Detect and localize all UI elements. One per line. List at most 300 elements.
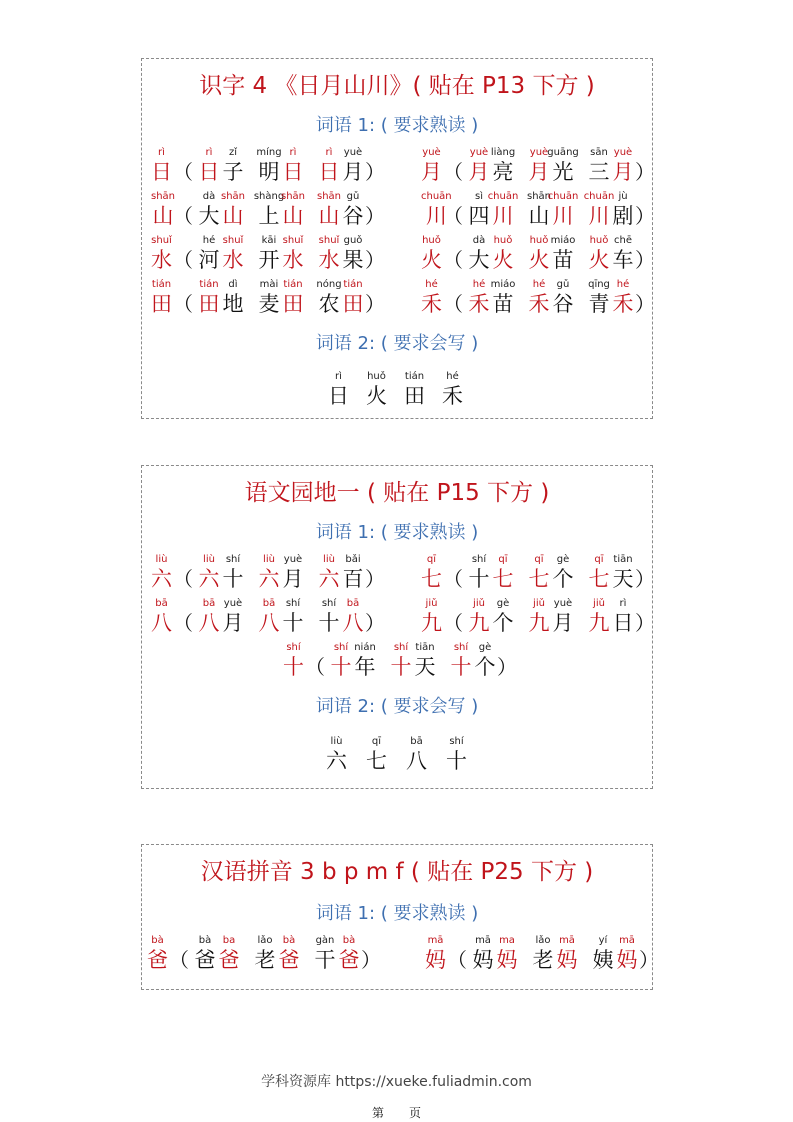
pinyin: qī xyxy=(426,554,437,565)
ruby-char xyxy=(151,279,172,317)
pinyin: bā xyxy=(346,598,360,609)
pinyin: bà xyxy=(282,935,296,946)
pinyin: hé xyxy=(472,279,486,290)
pinyin: yuè xyxy=(283,554,303,565)
hanzi: 日 xyxy=(198,160,220,184)
pinyin: liù xyxy=(155,554,168,565)
ruby-char xyxy=(151,235,172,273)
ruby-char xyxy=(221,235,245,273)
hanzi: 水 xyxy=(318,248,340,272)
pinyin: yuè xyxy=(553,598,573,609)
ruby-char xyxy=(221,279,245,317)
ruby-char xyxy=(587,554,611,592)
ruby-char xyxy=(257,147,281,185)
pinyin: shān xyxy=(527,191,552,202)
pinyin: shí xyxy=(286,642,301,653)
hanzi: 山 xyxy=(528,204,550,228)
hanzi: 年 xyxy=(354,655,376,679)
page-label-right: 页 xyxy=(409,1106,422,1120)
ruby-char xyxy=(281,147,305,185)
pinyin: gè xyxy=(556,554,570,565)
hanzi: 谷 xyxy=(552,292,574,316)
open-paren: （ xyxy=(443,611,463,635)
hanzi: 禾 xyxy=(468,292,490,316)
pinyin: gǔ xyxy=(346,191,360,202)
hanzi: 姨 xyxy=(592,948,614,972)
hanzi: 子 xyxy=(222,160,244,184)
ruby-char xyxy=(421,279,442,317)
pinyin: bā xyxy=(155,598,168,609)
pinyin: tián xyxy=(199,279,219,290)
ruby-char xyxy=(326,736,347,774)
pinyin: hé xyxy=(616,279,630,290)
hanzi: 大 xyxy=(198,204,220,228)
vocab-write-heading: 词语 2: ( 要求会写 ) xyxy=(315,696,479,717)
ruby-char xyxy=(281,554,305,592)
ruby-char xyxy=(587,279,611,317)
pinyin: qīng xyxy=(588,279,610,290)
pinyin: rì xyxy=(619,598,627,609)
hanzi: 亮 xyxy=(492,160,514,184)
pinyin: rì xyxy=(158,147,165,158)
hanzi: 个 xyxy=(492,611,514,635)
vocab-write-heading: 词语 2: ( 要求会写 ) xyxy=(315,333,479,354)
hanzi: 山 xyxy=(222,204,244,228)
ruby-char xyxy=(257,235,281,273)
ruby-char xyxy=(317,235,341,273)
hanzi: 老 xyxy=(532,948,554,972)
hanzi: 爸 xyxy=(194,948,216,972)
ruby-char xyxy=(615,935,639,973)
pinyin: qī xyxy=(498,554,508,565)
pinyin: tián xyxy=(343,279,363,290)
hanzi: 田 xyxy=(198,292,220,316)
hanzi: 妈 xyxy=(472,948,494,972)
hanzi: 六 xyxy=(318,567,340,591)
open-paren: （ xyxy=(305,655,325,679)
hanzi: 妈 xyxy=(425,948,446,972)
ruby-char xyxy=(425,935,446,973)
open-paren: （ xyxy=(173,248,193,272)
ruby-char xyxy=(253,935,277,973)
hanzi: 干 xyxy=(314,948,336,972)
hanzi: 月 xyxy=(282,567,304,591)
pinyin: sì xyxy=(475,191,483,202)
ruby-char xyxy=(257,598,281,636)
pinyin: míng xyxy=(256,147,282,158)
ruby-char xyxy=(317,554,341,592)
pinyin: huǒ xyxy=(367,371,386,382)
ruby-char xyxy=(442,371,463,409)
hanzi: 十 xyxy=(390,655,412,679)
hanzi: 山 xyxy=(318,204,340,228)
ruby-char xyxy=(221,191,245,229)
ruby-char xyxy=(281,598,305,636)
card-yuwen-yuandi xyxy=(141,465,653,789)
pinyin: lǎo xyxy=(535,935,551,946)
hanzi: 八 xyxy=(406,749,427,773)
ruby-char xyxy=(491,147,515,185)
hanzi: 七 xyxy=(366,749,387,773)
ruby-char xyxy=(413,642,437,680)
pinyin: miáo xyxy=(550,235,576,246)
ruby-char xyxy=(527,554,551,592)
hanzi: 六 xyxy=(326,749,347,773)
card-title: 汉语拼音 3 b p m f ( 贴在 P25 下方 ) xyxy=(200,859,594,885)
ruby-char xyxy=(583,191,615,229)
pinyin: yuè xyxy=(223,598,243,609)
close-paren: ） xyxy=(365,248,385,272)
open-paren: （ xyxy=(443,567,463,591)
hanzi: 七 xyxy=(492,567,514,591)
pinyin: chuān xyxy=(547,191,579,202)
hanzi: 日 xyxy=(612,611,634,635)
ruby-char xyxy=(611,191,635,229)
pinyin: liàng xyxy=(490,147,516,158)
ruby-char xyxy=(341,279,365,317)
ruby-char xyxy=(467,598,491,636)
hanzi: 月 xyxy=(468,160,490,184)
hanzi: 十 xyxy=(282,611,304,635)
pinyin: rì xyxy=(325,147,333,158)
pinyin: liù xyxy=(263,554,275,565)
pinyin: jiǔ xyxy=(533,598,545,609)
pinyin: yí xyxy=(598,935,608,946)
hanzi: 水 xyxy=(222,248,244,272)
ruby-char xyxy=(551,554,575,592)
open-paren: （ xyxy=(443,292,463,316)
ruby-char xyxy=(527,235,551,273)
pinyin: shí xyxy=(393,642,409,653)
ruby-char xyxy=(406,736,427,774)
close-paren: ） xyxy=(635,567,655,591)
ruby-char xyxy=(404,371,425,409)
pinyin: chuān xyxy=(487,191,519,202)
hanzi: 八 xyxy=(151,611,172,635)
pinyin: shí xyxy=(321,598,337,609)
hanzi: 老 xyxy=(254,948,276,972)
hanzi: 大 xyxy=(468,248,490,272)
ruby-char xyxy=(449,642,473,680)
pinyin: nián xyxy=(354,642,376,653)
ruby-char xyxy=(611,279,635,317)
hanzi: 禾 xyxy=(421,292,442,316)
ruby-char xyxy=(389,642,413,680)
ruby-char xyxy=(487,191,519,229)
hanzi: 妈 xyxy=(616,948,638,972)
ruby-char xyxy=(587,147,611,185)
hanzi: 川 xyxy=(492,204,514,228)
close-paren: ） xyxy=(365,204,385,228)
hanzi: 天 xyxy=(612,567,634,591)
pinyin: bā xyxy=(202,598,216,609)
hanzi: 日 xyxy=(282,160,304,184)
pinyin: qī xyxy=(594,554,604,565)
pinyin: ba xyxy=(222,935,236,946)
hanzi: 个 xyxy=(552,567,574,591)
ruby-char xyxy=(491,279,515,317)
pinyin: tián xyxy=(151,279,172,290)
pinyin: nóng xyxy=(316,279,342,290)
ruby-char xyxy=(473,642,497,680)
ruby-char xyxy=(551,279,575,317)
hanzi: 谷 xyxy=(342,204,364,228)
pinyin: yuè xyxy=(343,147,363,158)
open-paren: （ xyxy=(173,204,193,228)
hanzi: 田 xyxy=(151,292,172,316)
pinyin: jù xyxy=(618,191,628,202)
hanzi: 三 xyxy=(588,160,610,184)
pinyin: hé xyxy=(202,235,216,246)
hanzi: 九 xyxy=(528,611,550,635)
hanzi: 田 xyxy=(282,292,304,316)
pinyin: shí xyxy=(285,598,301,609)
pinyin: tián xyxy=(283,279,303,290)
open-paren: （ xyxy=(443,160,463,184)
ruby-char xyxy=(341,554,365,592)
hanzi: 七 xyxy=(588,567,610,591)
pinyin: huǒ xyxy=(422,235,441,246)
ruby-char xyxy=(471,935,495,973)
hanzi: 剧 xyxy=(612,204,634,228)
ruby-char xyxy=(611,147,635,185)
ruby-char xyxy=(317,279,341,317)
hanzi: 禾 xyxy=(528,292,550,316)
ruby-char xyxy=(353,642,377,680)
ruby-char xyxy=(611,554,635,592)
hanzi: 山 xyxy=(282,204,304,228)
close-paren: ） xyxy=(365,160,385,184)
hanzi: 六 xyxy=(258,567,280,591)
ruby-char xyxy=(257,279,281,317)
pinyin: bā xyxy=(410,736,423,747)
ruby-char xyxy=(366,371,387,409)
pinyin: yuè xyxy=(529,147,549,158)
pinyin: shān xyxy=(317,191,342,202)
ruby-char xyxy=(527,598,551,636)
pinyin: shí xyxy=(471,554,487,565)
hanzi: 九 xyxy=(468,611,490,635)
ruby-char xyxy=(467,235,491,273)
hanzi: 日 xyxy=(318,160,340,184)
hanzi: 十 xyxy=(318,611,340,635)
hanzi: 天 xyxy=(414,655,436,679)
hanzi: 十 xyxy=(283,655,304,679)
card-title: 识字 4 《日月山川》( 贴在 P13 下方 ) xyxy=(199,73,595,99)
ruby-char xyxy=(491,598,515,636)
ruby-char xyxy=(281,279,305,317)
ruby-char xyxy=(611,598,635,636)
ruby-char xyxy=(341,191,365,229)
hanzi: 月 xyxy=(342,160,364,184)
ruby-char xyxy=(467,279,491,317)
pinyin: jiǔ xyxy=(473,598,485,609)
ruby-char xyxy=(197,279,221,317)
pinyin: mā xyxy=(559,935,575,946)
hanzi: 苗 xyxy=(492,292,514,316)
pinyin: bà xyxy=(198,935,212,946)
hanzi: 七 xyxy=(421,567,442,591)
pinyin: bǎi xyxy=(345,554,361,565)
hanzi: 禾 xyxy=(442,384,463,408)
pinyin: bà xyxy=(151,935,164,946)
pinyin: shí xyxy=(453,642,469,653)
hanzi: 八 xyxy=(342,611,364,635)
vocab-read-heading: 词语 1: ( 要求熟读 ) xyxy=(315,115,479,136)
pinyin: chē xyxy=(614,235,632,246)
hanzi: 火 xyxy=(528,248,550,272)
ruby-char xyxy=(257,554,281,592)
hanzi: 百 xyxy=(342,567,364,591)
pinyin: shuǐ xyxy=(318,235,340,246)
hanzi: 九 xyxy=(421,611,442,635)
ruby-char xyxy=(547,191,579,229)
hanzi: 山 xyxy=(152,204,174,228)
hanzi: 上 xyxy=(258,204,280,228)
hanzi: 川 xyxy=(425,204,447,228)
open-paren: （ xyxy=(173,567,193,591)
pinyin: rì xyxy=(335,371,342,382)
hanzi: 火 xyxy=(588,248,610,272)
ruby-char xyxy=(283,642,304,680)
card-shizi4 xyxy=(141,58,653,419)
close-paren: ） xyxy=(635,292,655,316)
pinyin: ma xyxy=(499,935,515,946)
hanzi: 月 xyxy=(528,160,550,184)
hanzi: 月 xyxy=(421,160,442,184)
pinyin: guāng xyxy=(547,147,579,158)
pinyin: shí xyxy=(449,736,464,747)
pinyin: chuān xyxy=(583,191,615,202)
hanzi: 月 xyxy=(222,611,244,635)
hanzi: 车 xyxy=(612,248,634,272)
hanzi: 月 xyxy=(612,160,634,184)
card-title: 语文园地一 ( 贴在 P15 下方 ) xyxy=(244,480,550,506)
ruby-char xyxy=(277,935,301,973)
hanzi: 青 xyxy=(588,292,610,316)
hanzi: 九 xyxy=(588,611,610,635)
ruby-char xyxy=(587,598,611,636)
ruby-char xyxy=(281,235,305,273)
ruby-char xyxy=(197,147,221,185)
pinyin: huǒ xyxy=(493,235,513,246)
close-paren: ） xyxy=(365,567,385,591)
hanzi: 七 xyxy=(528,567,550,591)
hanzi: 开 xyxy=(258,248,280,272)
hanzi: 田 xyxy=(404,384,425,408)
hanzi: 爸 xyxy=(218,948,240,972)
ruby-char xyxy=(366,736,387,774)
ruby-char xyxy=(421,235,442,273)
ruby-char xyxy=(491,235,515,273)
hanzi: 火 xyxy=(492,248,514,272)
pinyin: gè xyxy=(496,598,510,609)
close-paren: ） xyxy=(635,204,655,228)
close-paren: ） xyxy=(635,611,655,635)
close-paren: ） xyxy=(497,655,517,679)
pinyin: tián xyxy=(404,371,425,382)
hanzi: 爸 xyxy=(338,948,360,972)
pinyin: hé xyxy=(446,371,459,382)
pinyin: hé xyxy=(532,279,546,290)
ruby-char xyxy=(147,935,168,973)
hanzi: 日 xyxy=(328,384,349,408)
hanzi: 火 xyxy=(421,248,442,272)
ruby-char xyxy=(491,554,515,592)
open-paren: （ xyxy=(443,204,463,228)
open-paren: （ xyxy=(443,248,463,272)
ruby-char xyxy=(281,191,305,229)
hanzi: 妈 xyxy=(496,948,518,972)
ruby-char xyxy=(611,235,635,273)
ruby-char xyxy=(531,935,555,973)
pinyin: lǎo xyxy=(257,935,273,946)
ruby-char xyxy=(197,598,221,636)
hanzi: 爸 xyxy=(278,948,300,972)
pinyin: shàng xyxy=(253,191,285,202)
hanzi: 川 xyxy=(552,204,574,228)
hanzi: 八 xyxy=(258,611,280,635)
pinyin: kāi xyxy=(261,235,277,246)
open-paren: （ xyxy=(173,160,193,184)
close-paren: ） xyxy=(635,160,655,184)
ruby-char xyxy=(253,191,285,229)
ruby-char xyxy=(317,598,341,636)
ruby-char xyxy=(421,147,442,185)
hanzi: 妈 xyxy=(556,948,578,972)
pinyin: shuǐ xyxy=(151,235,172,246)
ruby-char xyxy=(197,554,221,592)
pinyin: zǐ xyxy=(228,147,238,158)
pinyin: liù xyxy=(203,554,215,565)
hanzi: 农 xyxy=(318,292,340,316)
pinyin: tiān xyxy=(613,554,633,565)
ruby-char xyxy=(551,235,575,273)
pinyin: shān xyxy=(151,191,176,202)
pinyin: liù xyxy=(330,736,343,747)
pinyin: qī xyxy=(534,554,544,565)
card-pinyin-bpmf xyxy=(141,844,659,990)
pinyin: gǔ xyxy=(556,279,570,290)
hanzi: 个 xyxy=(474,655,496,679)
hanzi: 十 xyxy=(446,749,467,773)
ruby-char xyxy=(151,598,172,636)
ruby-char xyxy=(151,147,172,185)
ruby-char xyxy=(551,598,575,636)
pinyin: shān xyxy=(221,191,246,202)
ruby-char xyxy=(328,371,349,409)
ruby-char xyxy=(217,935,241,973)
pinyin: dà xyxy=(472,235,486,246)
ruby-char xyxy=(495,935,519,973)
hanzi: 明 xyxy=(258,160,280,184)
hanzi: 十 xyxy=(468,567,490,591)
hanzi: 禾 xyxy=(612,292,634,316)
ruby-char xyxy=(547,147,579,185)
close-paren: ） xyxy=(635,248,655,272)
ruby-char xyxy=(151,191,175,229)
pinyin: huǒ xyxy=(529,235,549,246)
hanzi: 水 xyxy=(282,248,304,272)
ruby-char xyxy=(467,147,491,185)
pinyin: yuè xyxy=(469,147,489,158)
pinyin: hé xyxy=(425,279,438,290)
close-paren: ） xyxy=(365,292,385,316)
ruby-char xyxy=(446,736,467,774)
pinyin: sān xyxy=(590,147,608,158)
open-paren: （ xyxy=(173,611,193,635)
pinyin: yuè xyxy=(422,147,441,158)
